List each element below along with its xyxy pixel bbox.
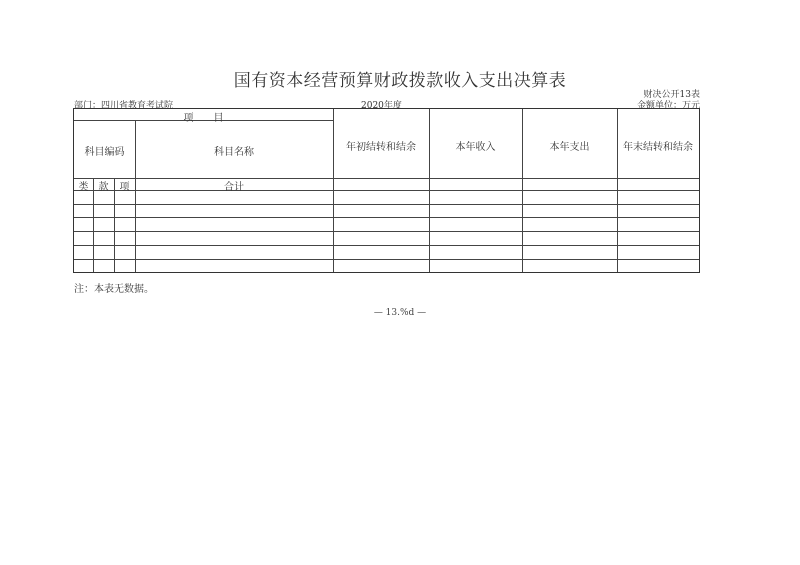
col-rule-opening: [429, 109, 430, 272]
col-closing-balance: 年末结转和结余: [623, 142, 693, 153]
sub-header-xiang: 项: [119, 182, 130, 193]
row-rule: [74, 231, 699, 232]
row-rule: [74, 245, 699, 246]
total-label: 合计: [224, 182, 244, 193]
row-rule: [74, 204, 699, 205]
sub-header-kuan: 款: [98, 182, 109, 193]
row-rule: [74, 217, 699, 218]
page-number: — 13.%d —: [373, 308, 427, 318]
page-title: 国有资本经营预算财政拨款收入支出决算表: [233, 71, 567, 91]
col-opening-balance: 年初结转和结余: [346, 142, 416, 153]
col-rule-name: [333, 109, 334, 272]
col-rule-expense: [617, 109, 618, 272]
col-current-income: 本年收入: [455, 142, 496, 153]
amount-unit: 金额单位：万元: [636, 101, 700, 111]
table-note: 注：本表无数据。: [74, 284, 154, 295]
col-current-expense: 本年支出: [549, 142, 590, 153]
form-number: 财决公开13表: [643, 90, 700, 100]
budget-table: [73, 108, 700, 273]
fiscal-year: 2020年度: [361, 101, 402, 111]
row-rule: [74, 259, 699, 260]
sub-header-lei: 类: [78, 182, 89, 193]
name-header: 科目名称: [214, 147, 254, 158]
department-label: 部门：四川省教育考试院: [74, 101, 174, 111]
item-header: 项 目: [183, 113, 224, 124]
col-rule-income: [522, 109, 523, 272]
code-header: 科目编码: [84, 147, 125, 158]
